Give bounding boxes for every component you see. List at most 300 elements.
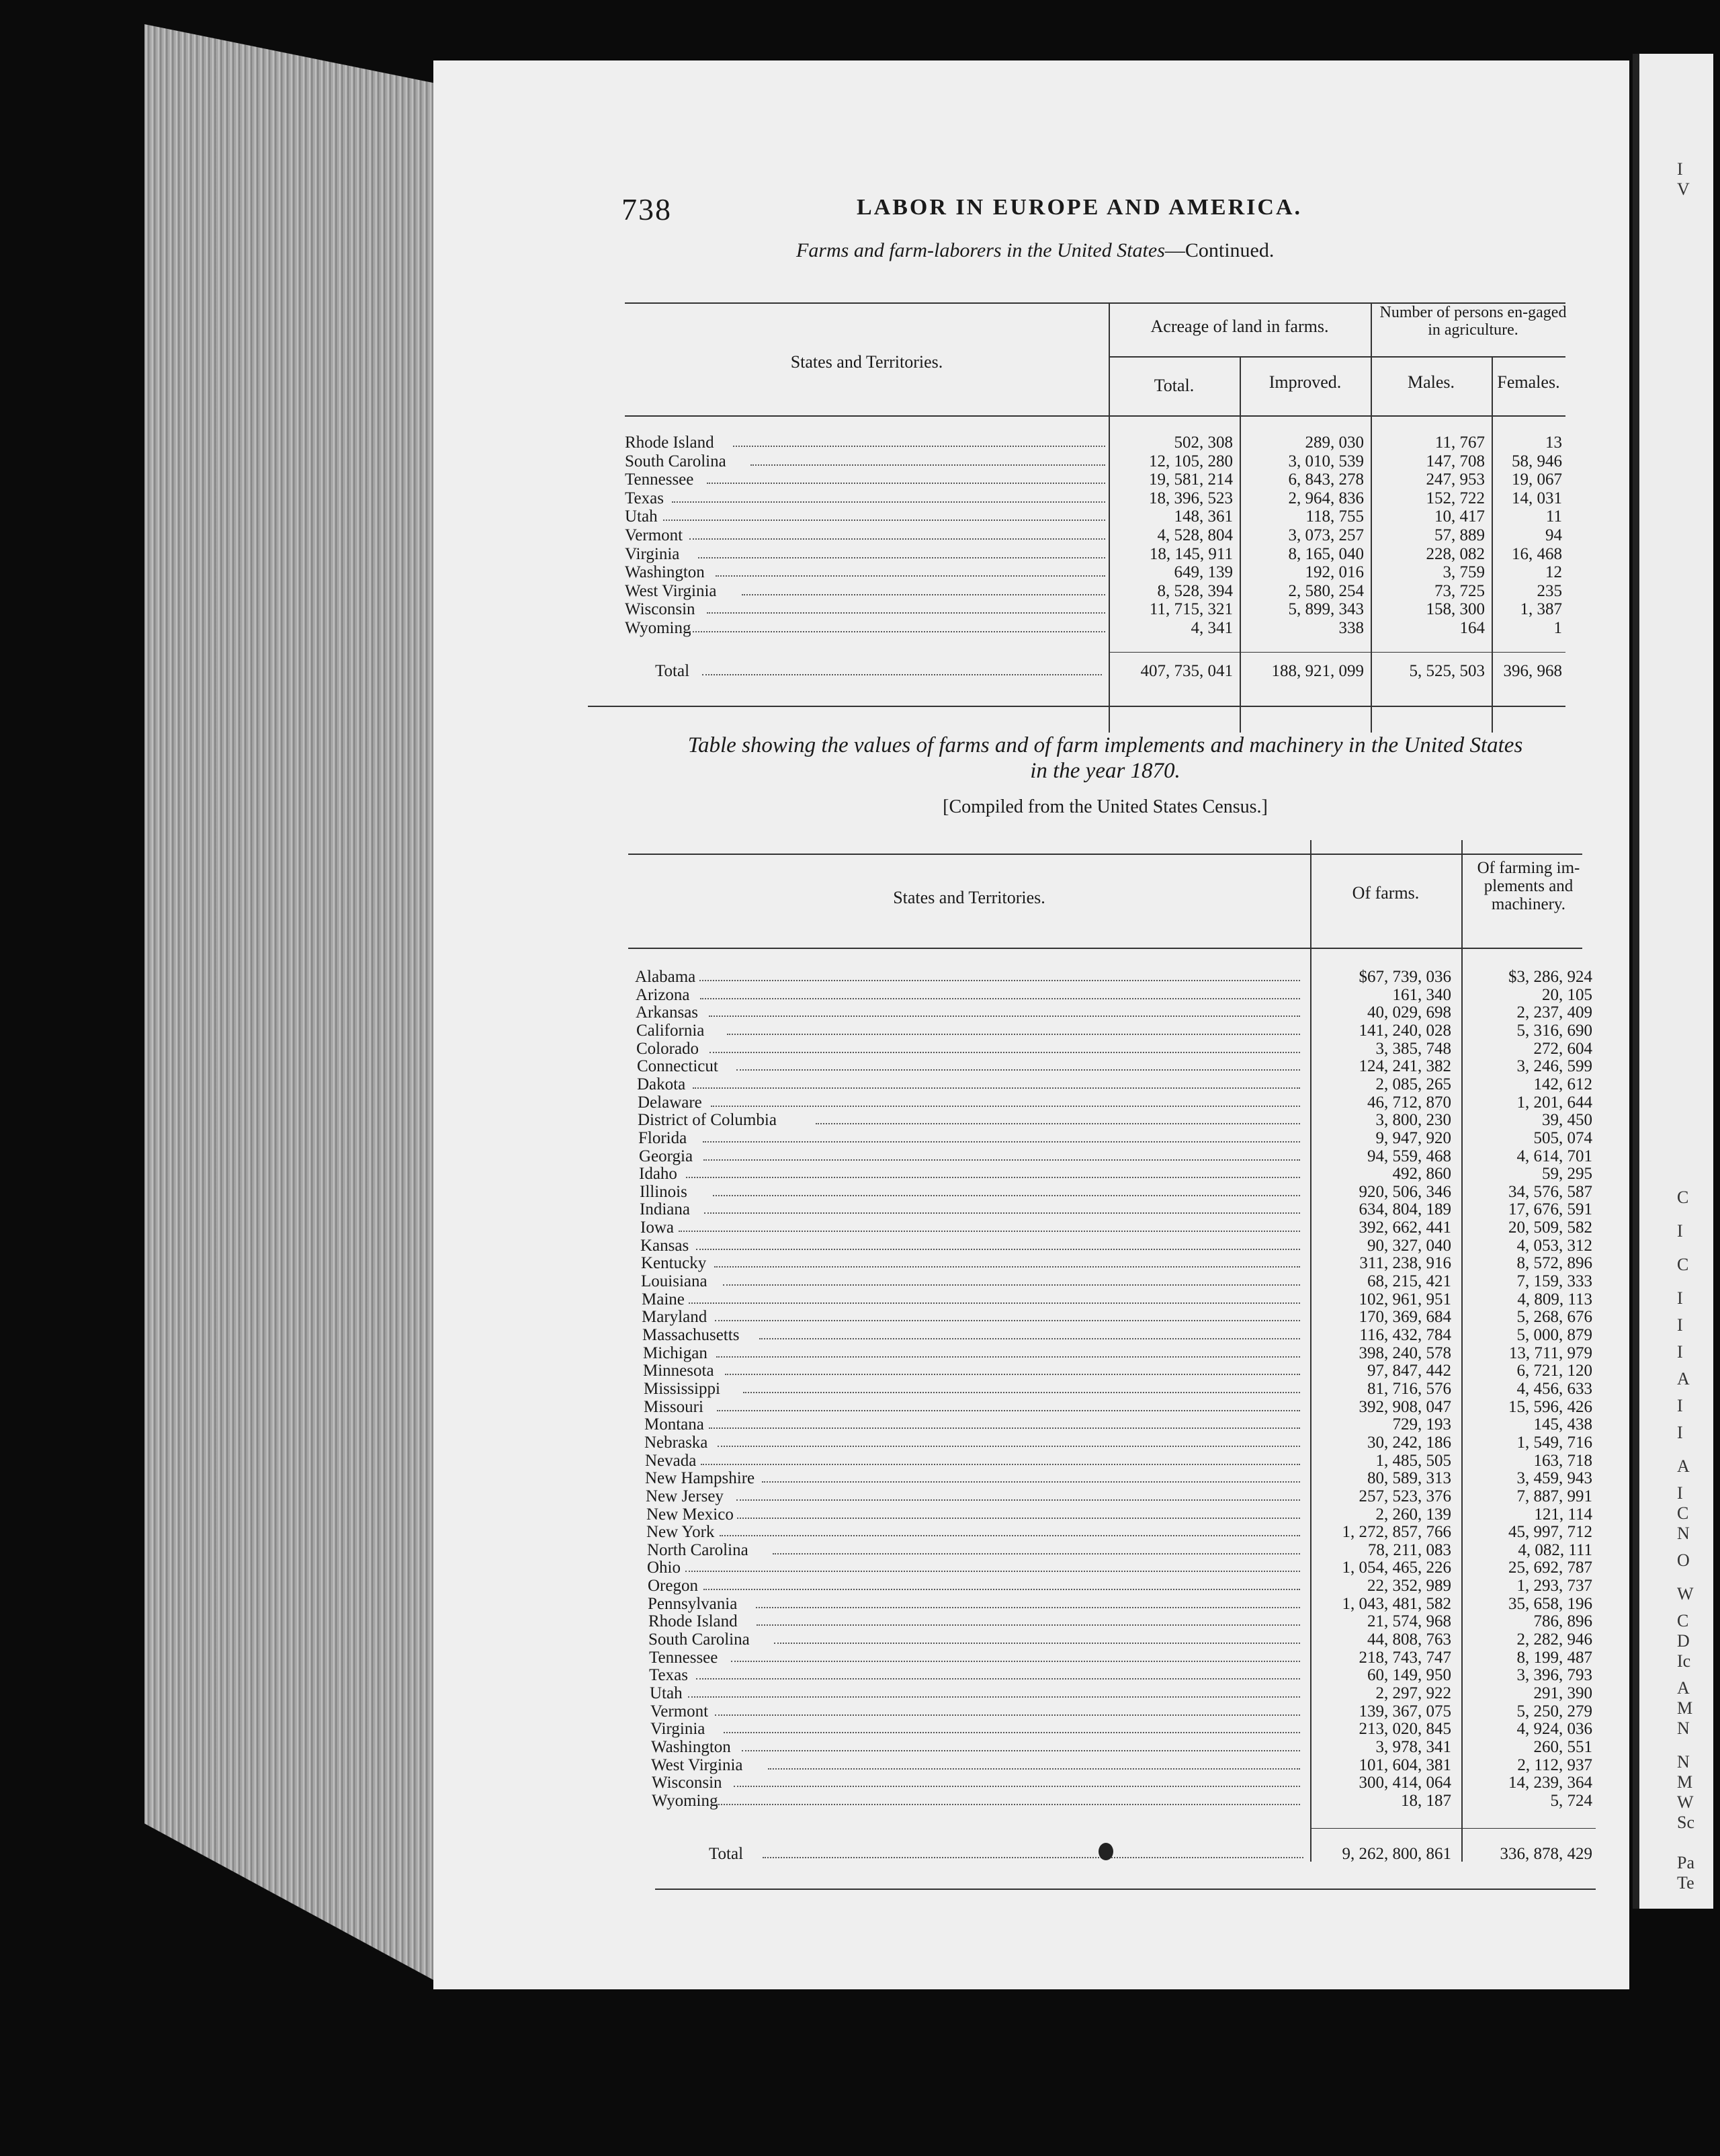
table2-row-leader (709, 1427, 1300, 1429)
table1-cell-improved: 3, 010, 539 (1288, 452, 1364, 470)
adjacent-page-letter: C (1677, 1611, 1689, 1630)
table2-row-leader (737, 1518, 1300, 1519)
table2-cell-implements: 6, 721, 120 (1516, 1362, 1592, 1380)
ink-blot (1099, 1843, 1113, 1860)
table2-state-name: Wisconsin (652, 1774, 722, 1792)
table1-state-name: Tennessee (625, 470, 694, 489)
table1-cell-improved: 5, 899, 343 (1288, 600, 1364, 619)
table2-row-leader (699, 980, 1300, 981)
table1-header-rule (625, 415, 1565, 417)
table2-cell-farms: 300, 414, 064 (1359, 1774, 1451, 1792)
table2-row-leader (696, 1678, 1300, 1680)
table2-cell-farms: 218, 743, 747 (1359, 1648, 1451, 1667)
table2-total-farms: 9, 262, 800, 861 (1342, 1845, 1451, 1863)
adjacent-page-letter: N (1677, 1718, 1690, 1738)
table2-state-name: Nevada (645, 1451, 697, 1470)
table2-title-line2: in the year 1870. (1030, 759, 1180, 783)
table2-cell-implements: 7, 887, 991 (1516, 1487, 1592, 1505)
table1-row-leader (750, 464, 1105, 466)
table2-cell-implements: 17, 676, 591 (1508, 1200, 1592, 1219)
table1-cell-improved: 118, 755 (1305, 507, 1364, 526)
table2-state-name: Vermont (650, 1702, 709, 1720)
table2-state-name: Wyoming (652, 1791, 718, 1810)
table1-cell-females: 58, 946 (1512, 452, 1562, 470)
table2-row-leader (688, 1696, 1300, 1698)
table2-cell-farms: 124, 241, 382 (1359, 1057, 1451, 1076)
table2-state-name: South Carolina (648, 1630, 750, 1649)
table1-bottom-rule (588, 706, 1565, 707)
table2-cell-farms: 2, 085, 265 (1375, 1075, 1451, 1093)
table2-cell-farms: 102, 961, 951 (1359, 1290, 1451, 1309)
table2-total-implements: 336, 878, 429 (1500, 1845, 1592, 1863)
table2-cell-farms: 257, 523, 376 (1359, 1487, 1451, 1505)
book-page-edges (144, 24, 433, 1980)
table2-cell-farms: 30, 242, 186 (1367, 1433, 1451, 1452)
adjacent-page-letter: C (1677, 1188, 1689, 1207)
table2-cell-farms: 3, 800, 230 (1375, 1111, 1451, 1130)
adjacent-page-letter: V (1677, 179, 1690, 199)
table2-state-name: Oregon (648, 1577, 698, 1595)
table1-vline-1 (1109, 302, 1110, 733)
table1-cell-improved: 2, 964, 836 (1288, 489, 1364, 507)
adjacent-page-letter: O (1677, 1550, 1690, 1570)
table2-cell-farms: 116, 432, 784 (1359, 1326, 1451, 1344)
table2-cell-implements: 163, 718 (1533, 1451, 1592, 1470)
table1-row-leader (707, 612, 1105, 614)
table2-cell-farms: 139, 367, 075 (1359, 1702, 1451, 1720)
table2-cell-farms: 94, 559, 468 (1367, 1147, 1451, 1165)
table1-cell-improved: 6, 843, 278 (1288, 470, 1364, 489)
table2-cell-implements: 8, 572, 896 (1516, 1254, 1592, 1273)
table2-cell-implements: 15, 596, 426 (1508, 1397, 1592, 1416)
table1-state-name: South Carolina (625, 452, 726, 470)
table1-cell-improved: 2, 580, 254 (1288, 581, 1364, 600)
table1-cell-total: 11, 715, 321 (1149, 600, 1233, 619)
table2-cell-farms: 90, 327, 040 (1367, 1236, 1451, 1255)
table2-cell-farms: 97, 847, 442 (1367, 1362, 1451, 1380)
adjacent-page-letter: D (1677, 1631, 1690, 1651)
table1-header-acreage: Acreage of land in farms. (1150, 317, 1329, 336)
table2-cell-implements: 121, 114 (1534, 1505, 1592, 1524)
table1-state-name: Texas (625, 489, 664, 507)
table2-row-leader (742, 1750, 1300, 1751)
table1-row-leader (707, 483, 1105, 484)
table2-state-name: Delaware (638, 1093, 702, 1112)
table2-cell-implements: 59, 295 (1542, 1165, 1592, 1184)
adjacent-page-letter: A (1677, 1369, 1690, 1388)
table1-row-leader (672, 501, 1105, 503)
table2-header-states: States and Territories. (893, 888, 1045, 907)
table1-group-rule (1109, 356, 1565, 358)
table1-header-males: Males. (1407, 372, 1455, 392)
adjacent-page-letter: Pa (1677, 1853, 1694, 1872)
table1-cell-total: 148, 361 (1174, 507, 1233, 526)
table2-state-name: Massachusetts (642, 1326, 740, 1344)
table2-cell-implements: $3, 286, 924 (1508, 968, 1592, 986)
adjacent-page-letter: N (1677, 1524, 1690, 1543)
table2-row-leader (686, 1177, 1300, 1178)
table2-row-leader (774, 1643, 1300, 1644)
table1-cell-males: 228, 082 (1426, 544, 1485, 563)
table2-cell-implements: 145, 438 (1533, 1415, 1592, 1434)
table2-state-name: Dakota (637, 1075, 686, 1093)
table1-total-total: 407, 735, 041 (1140, 662, 1233, 680)
table2-state-name: Maryland (642, 1308, 707, 1327)
table2-state-name: Texas (649, 1666, 688, 1685)
table1-cell-total: 18, 396, 523 (1149, 489, 1233, 507)
table1-cell-total: 4, 341 (1191, 619, 1233, 637)
adjacent-page-letter: A (1677, 1456, 1690, 1476)
table2-state-name: Illinois (640, 1182, 687, 1201)
table2-row-leader (762, 1481, 1300, 1483)
table1-state-name: Utah (625, 507, 658, 526)
table2-cell-implements: 7, 159, 333 (1516, 1272, 1592, 1291)
table2-cell-farms: 68, 215, 421 (1367, 1272, 1451, 1291)
table2-cell-farms: 729, 193 (1392, 1415, 1451, 1434)
table2-cell-farms: 81, 716, 576 (1367, 1379, 1451, 1398)
table2-cell-implements: 2, 112, 937 (1517, 1755, 1592, 1774)
table2-cell-farms: 44, 808, 763 (1367, 1630, 1451, 1649)
table2-row-leader (703, 1159, 1300, 1161)
table2-cell-implements: 2, 237, 409 (1516, 1003, 1592, 1022)
table2-cell-farms: 78, 211, 083 (1367, 1540, 1451, 1559)
table2-cell-farms: 22, 352, 989 (1367, 1577, 1451, 1595)
table2-row-leader (715, 1714, 1300, 1716)
adjacent-page-letter: M (1677, 1698, 1693, 1718)
table1-cell-females: 12 (1545, 563, 1562, 582)
table1-total-males: 5, 525, 503 (1409, 662, 1485, 680)
table2-title-line1: Table showing the values of farms and of farm implements and machinery in the United States (687, 733, 1523, 757)
table2-row-leader (816, 1123, 1300, 1124)
table2-cell-farms: 213, 020, 845 (1359, 1720, 1451, 1739)
table2-cell-implements: 4, 614, 701 (1516, 1147, 1592, 1165)
table1-row-leader (716, 575, 1105, 577)
table1-cell-males: 57, 889 (1434, 526, 1485, 544)
table2-cell-farms: 2, 297, 922 (1375, 1684, 1451, 1702)
table1-caption (796, 239, 1274, 262)
table1-header-persons: Number of persons en-gaged in agriculture. (1379, 304, 1567, 339)
table2-row-leader (685, 1571, 1300, 1572)
table1-cell-females: 19, 067 (1512, 470, 1562, 489)
table2-cell-implements: 1, 201, 644 (1516, 1093, 1592, 1112)
table2-row-leader (711, 1106, 1300, 1107)
page-number: 738 (621, 192, 672, 226)
table2-row-leader (756, 1607, 1300, 1608)
adjacent-page-letter: Sc (1677, 1813, 1694, 1832)
table2-cell-farms: 1, 043, 481, 582 (1342, 1594, 1451, 1613)
table2-cell-farms: 60, 149, 950 (1367, 1666, 1451, 1685)
table1-cell-males: 158, 300 (1426, 600, 1485, 619)
table2-cell-implements: 45, 997, 712 (1508, 1523, 1592, 1542)
table2-state-name: New Jersey (646, 1487, 724, 1505)
table2-cell-farms: $67, 739, 036 (1359, 968, 1451, 986)
table2-cell-farms: 80, 589, 313 (1367, 1469, 1451, 1488)
table2-cell-farms: 392, 908, 047 (1359, 1397, 1451, 1416)
table2-cell-implements: 786, 896 (1533, 1612, 1592, 1631)
table2-cell-farms: 398, 240, 578 (1359, 1343, 1451, 1362)
table2-state-name: Arizona (636, 985, 690, 1004)
table2-row-leader (743, 1392, 1300, 1393)
table2-cell-implements: 4, 456, 633 (1516, 1379, 1592, 1398)
table2-state-name: Alabama (635, 968, 696, 986)
adjacent-page-letter: Ic (1677, 1651, 1691, 1671)
table2-state-name: Virginia (650, 1720, 705, 1739)
table1-row-leader (689, 631, 1105, 632)
table2-row-leader (736, 1499, 1300, 1501)
table2-state-name: Idaho (639, 1165, 677, 1184)
table2-vline-2 (1461, 840, 1463, 1862)
adjacent-page-letter: C (1677, 1255, 1689, 1274)
table2-cell-implements: 20, 509, 582 (1508, 1218, 1592, 1237)
table2-cell-implements: 8, 199, 487 (1516, 1648, 1592, 1667)
table2-cell-farms: 3, 385, 748 (1375, 1039, 1451, 1058)
table2-cell-implements: 39, 450 (1542, 1111, 1592, 1130)
table2-cell-farms: 170, 369, 684 (1359, 1308, 1451, 1327)
table2-row-leader (736, 1069, 1300, 1071)
adjacent-page-letter: I (1677, 1423, 1683, 1442)
table1-cell-males: 147, 708 (1426, 452, 1485, 470)
table1-vline-3 (1371, 302, 1372, 733)
table2-cell-farms: 392, 662, 441 (1359, 1218, 1451, 1237)
table2-cell-farms: 141, 240, 028 (1359, 1021, 1451, 1040)
table2-row-leader (724, 1732, 1300, 1733)
adjacent-page-letter: I (1677, 1221, 1683, 1241)
table1-cell-total: 19, 581, 214 (1149, 470, 1233, 489)
table1-state-name: Washington (625, 563, 705, 582)
table2-row-leader (725, 1374, 1300, 1375)
adjacent-page-letter: Te (1677, 1873, 1694, 1893)
table1-caption-italic: Farms and farm-laborers in the United States (796, 239, 1165, 261)
table1-state-name: Rhode Island (625, 433, 714, 452)
table2-header-rule (628, 948, 1582, 949)
table1-cell-improved: 3, 073, 257 (1288, 526, 1364, 544)
table2-header-implements: Of farming im-plements and machinery. (1477, 859, 1580, 913)
table1-header-improved: Improved. (1268, 372, 1342, 392)
table2-cell-implements: 4, 809, 113 (1517, 1290, 1592, 1309)
table2-cell-implements: 1, 549, 716 (1516, 1433, 1592, 1452)
table2-cell-farms: 18, 187 (1401, 1791, 1451, 1810)
table1-row-leader (742, 594, 1105, 595)
table1-row-leader (733, 446, 1105, 447)
table2-state-name: Kentucky (641, 1254, 707, 1273)
table2-cell-implements: 3, 396, 793 (1516, 1666, 1592, 1685)
table2-cell-farms: 634, 804, 189 (1359, 1200, 1451, 1219)
table2-state-name: Missouri (644, 1397, 703, 1416)
table2-cell-implements: 20, 105 (1542, 985, 1592, 1004)
table2-state-name: Colorado (636, 1039, 699, 1058)
table2-state-name: Louisiana (641, 1272, 707, 1291)
table2-state-name: North Carolina (647, 1540, 748, 1559)
adjacent-page-letter: I (1677, 159, 1683, 179)
table1-state-name: Wyoming (625, 619, 691, 637)
table2-state-name: District of Columbia (638, 1111, 777, 1130)
table2-state-name: Michigan (643, 1343, 707, 1362)
table2-row-leader (731, 1661, 1300, 1662)
table1-cell-improved: 192, 016 (1305, 563, 1364, 582)
table1-total-females: 396, 968 (1503, 662, 1562, 680)
table2-cell-farms: 1, 272, 857, 766 (1342, 1523, 1451, 1542)
table1-vline-4 (1492, 356, 1493, 733)
table2-state-name: Rhode Island (648, 1612, 738, 1631)
table2-cell-farms: 1, 485, 505 (1375, 1451, 1451, 1470)
table2-row-leader (700, 998, 1300, 999)
table2-row-leader (723, 1284, 1300, 1286)
table1-total-leader (702, 674, 1102, 675)
table1-cell-females: 16, 468 (1512, 544, 1562, 563)
table2-row-leader (714, 1266, 1300, 1268)
table2-row-leader (716, 1356, 1300, 1358)
table2-cell-implements: 260, 551 (1533, 1737, 1592, 1756)
table2-subtitle: [Compiled from the United States Census.] (943, 796, 1268, 817)
adjacent-page-fragment (1633, 54, 1713, 1909)
table2-state-name: Nebraska (644, 1433, 708, 1452)
table2-cell-implements: 4, 924, 036 (1516, 1720, 1592, 1739)
table1-cell-females: 1 (1553, 619, 1562, 637)
table1-cell-females: 235 (1537, 581, 1562, 600)
table2-cell-farms: 9, 947, 920 (1375, 1128, 1451, 1147)
table2-state-name: West Virginia (651, 1755, 743, 1774)
table2-cell-implements: 3, 459, 943 (1516, 1469, 1592, 1488)
running-head: LABOR IN EUROPE AND AMERICA. (857, 195, 1302, 220)
table1-state-name: Vermont (625, 526, 683, 544)
table1-header-states: States and Territories. (790, 352, 943, 372)
table2-cell-farms: 3, 978, 341 (1375, 1737, 1451, 1756)
table2-row-leader (773, 1553, 1300, 1554)
table1-caption-plain: —Continued. (1164, 239, 1275, 261)
table2-row-leader (693, 1087, 1300, 1089)
book-page (433, 60, 1629, 1989)
table2-state-name: Pennsylvania (648, 1594, 738, 1613)
table2-cell-implements: 34, 576, 587 (1508, 1182, 1592, 1201)
table2-top-rule (628, 854, 1582, 855)
table1-cell-females: 11 (1545, 507, 1562, 526)
table2-row-leader (734, 1786, 1300, 1787)
table1-row-leader (689, 538, 1105, 540)
table1-cell-improved: 8, 165, 040 (1288, 544, 1364, 563)
table2-cell-implements: 3, 246, 599 (1516, 1057, 1592, 1076)
table2-cell-farms: 21, 574, 968 (1367, 1612, 1451, 1631)
table2-state-name: Minnesota (643, 1362, 714, 1380)
table2-state-name: California (636, 1021, 705, 1040)
table2-state-name: Washington (651, 1737, 731, 1756)
table2-row-leader (689, 1302, 1300, 1304)
table1-cell-females: 13 (1545, 433, 1562, 452)
adjacent-page-letter: I (1677, 1483, 1683, 1503)
table1-cell-improved: 289, 030 (1305, 433, 1364, 452)
table2-cell-implements: 13, 711, 979 (1508, 1343, 1592, 1362)
table2-cell-implements: 5, 250, 279 (1516, 1702, 1592, 1720)
table1-row-leader (663, 520, 1105, 521)
table1-cell-males: 3, 759 (1443, 563, 1485, 582)
adjacent-page-letter: I (1677, 1288, 1683, 1308)
table2-state-name: Utah (650, 1684, 683, 1702)
table2-row-leader (679, 1231, 1300, 1232)
table2-row-leader (716, 1804, 1300, 1805)
table1-cell-total: 8, 528, 394 (1157, 581, 1233, 600)
table2-row-leader (703, 1589, 1300, 1590)
table2-row-leader (701, 1464, 1300, 1465)
table1-cell-females: 14, 031 (1512, 489, 1562, 507)
table2-cell-implements: 5, 724 (1550, 1791, 1592, 1810)
table2-state-name: Montana (644, 1415, 704, 1434)
table1-cell-males: 152, 722 (1426, 489, 1485, 507)
table2-cell-farms: 311, 238, 916 (1359, 1254, 1451, 1273)
table1-header-females: Females. (1497, 372, 1560, 392)
table1-cell-females: 94 (1545, 526, 1562, 544)
table1-cell-males: 164 (1459, 619, 1485, 637)
table2-row-leader (703, 1141, 1300, 1143)
table2-cell-implements: 4, 053, 312 (1516, 1236, 1592, 1255)
table2-cell-implements: 5, 268, 676 (1516, 1308, 1592, 1327)
table1-total-label: Total (655, 662, 690, 680)
table2-cell-implements: 291, 390 (1533, 1684, 1592, 1702)
table2-state-name: New York (646, 1523, 715, 1542)
table1-cell-males: 73, 725 (1434, 581, 1485, 600)
table2-row-leader (718, 1446, 1300, 1447)
table2-cell-farms: 1, 054, 465, 226 (1342, 1559, 1451, 1577)
table2-bottom-rule (655, 1889, 1596, 1890)
table2-state-name: Tennessee (649, 1648, 718, 1667)
table2-row-leader (759, 1338, 1300, 1339)
table2-cell-implements: 14, 239, 364 (1508, 1774, 1592, 1792)
table2-row-leader (696, 1249, 1300, 1250)
table2-row-leader (709, 1015, 1300, 1017)
adjacent-page-letter: C (1677, 1503, 1689, 1523)
adjacent-page-letter: W (1677, 1584, 1694, 1604)
table1-cell-improved: 338 (1338, 619, 1364, 637)
table2-cell-implements: 142, 612 (1533, 1075, 1592, 1093)
table2-row-leader (715, 1320, 1300, 1321)
adjacent-page-letter: A (1677, 1678, 1690, 1698)
table2-total-leader (763, 1857, 1303, 1858)
table2-state-name: Ohio (647, 1559, 681, 1577)
table2-row-leader (727, 1034, 1300, 1035)
table2-cell-implements: 25, 692, 787 (1508, 1559, 1592, 1577)
table1-state-name: Virginia (625, 544, 680, 563)
table1-cell-total: 18, 145, 911 (1149, 544, 1233, 563)
table2-state-name: Iowa (640, 1218, 674, 1237)
table2-cell-implements: 505, 074 (1533, 1128, 1592, 1147)
table2-cell-implements: 5, 000, 879 (1516, 1326, 1592, 1344)
table1-row-leader (698, 557, 1105, 558)
table2-state-name: New Mexico (646, 1505, 734, 1524)
table2-state-name: Arkansas (636, 1003, 699, 1022)
table1-cell-males: 11, 767 (1434, 433, 1485, 452)
table2-total-label: Total (709, 1845, 744, 1863)
table2-cell-farms: 492, 860 (1392, 1165, 1451, 1184)
table2-row-leader (713, 1195, 1300, 1196)
table2-row-leader (757, 1624, 1300, 1626)
adjacent-page-letter: I (1677, 1342, 1683, 1362)
table2-state-name: Georgia (639, 1147, 693, 1165)
table2-row-leader (720, 1535, 1300, 1536)
table2-cell-farms: 46, 712, 870 (1367, 1093, 1451, 1112)
table1-header-total: Total. (1154, 376, 1195, 395)
table2-total-rule (1310, 1828, 1596, 1829)
table1-cell-total: 12, 105, 280 (1149, 452, 1233, 470)
table2-title (628, 733, 1582, 784)
table2-cell-farms: 40, 029, 698 (1367, 1003, 1451, 1022)
table2-state-name: Mississippi (644, 1379, 720, 1398)
table1-cell-males: 10, 417 (1434, 507, 1485, 526)
table2-state-name: New Hampshire (645, 1469, 755, 1488)
table2-row-leader (710, 1052, 1300, 1053)
table1-cell-total: 502, 308 (1174, 433, 1233, 452)
adjacent-page-letter: W (1677, 1792, 1694, 1812)
table2-cell-implements: 4, 082, 111 (1518, 1540, 1592, 1559)
table1-cell-females: 1, 387 (1520, 600, 1562, 619)
table2-cell-implements: 2, 282, 946 (1516, 1630, 1592, 1649)
